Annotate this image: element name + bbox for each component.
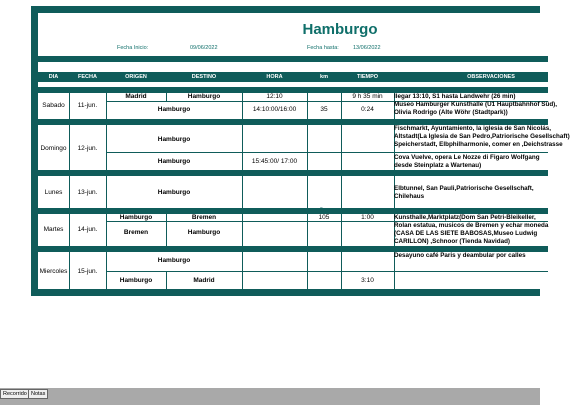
cell-dia[interactable]: Martes [43,226,64,233]
col-header-dia[interactable]: DIA [48,74,59,80]
tab-recorrido[interactable]: Recorrido [0,389,30,399]
row-divider [106,152,548,153]
page-title: Hamburgo [302,21,378,38]
grid-line [341,93,342,289]
cell-destino[interactable]: Hamburgo [187,93,221,100]
cell-origen[interactable]: Bremen [123,229,149,236]
cell-observaciones[interactable] [394,185,534,201]
obs-line: Cova Vuelve, opera Le Nozze di Figaro Wolfgang [394,154,540,161]
cell-dia[interactable]: Miercoles [39,268,68,275]
cell-origen-merged[interactable]: Hamburgo [157,257,191,264]
obs-line: desde Steinplatz a Wartenau) [394,162,482,169]
cell-origen-merged[interactable]: Hamburgo [157,136,191,143]
obs-line: (CASA DE LAS SIETE BABOSAS,Museo Ludwig [394,230,538,237]
cell-origen-merged[interactable]: Hamburgo [157,189,191,196]
tab-notas[interactable]: Notas [28,389,48,399]
cell-observaciones[interactable]: Kunsthalle,Marktplatz(Dom San Petri-Bleikeller, [394,214,536,221]
cell-marker: 0 [320,207,323,213]
cell-tiempo[interactable]: 9 h 35 min [352,93,383,100]
obs-line: Olivia Rodrigo (Alte Wöhr (Stadtpark)) [394,109,508,116]
start-date-value[interactable]: 09/06/2022 [190,45,218,51]
cell-hora[interactable]: 15:45:00/ 17:00 [251,158,298,165]
col-header-km[interactable]: km [320,74,328,80]
cell-dia[interactable]: Lunes [44,189,63,196]
grid-line [242,93,243,289]
obs-line: Speicherstadt, Elbphilharmonie, comer en ,Deichstrasse [394,141,563,148]
cell-observaciones[interactable] [394,101,557,117]
obs-line: Altstadt(La Iglesia de San Pedro,Patriorische Gesellschaft) [394,133,570,140]
spreadsheet-frame [31,6,570,296]
cell-origen-merged[interactable]: Hamburgo [157,106,191,113]
cell-observaciones[interactable] [394,125,570,149]
cell-observaciones[interactable] [394,154,540,170]
separator-band [38,170,548,176]
cell-tiempo[interactable]: 3:10 [361,277,374,284]
cell-origen[interactable]: Hamburgo [119,277,153,284]
obs-line: CARILLON) ,Schnoor (Tienda Navidad) [394,238,511,245]
obs-line: Rolan estatua, musicos de Bremen y echar moneda [394,222,549,229]
cell-observaciones[interactable] [394,222,548,246]
cell-destino[interactable]: Hamburgo [187,229,221,236]
cell-observaciones[interactable]: llegar 13:10, S1 hasta Landwehr (26 min) [394,93,516,100]
obs-line: Museo Hamburger Kunsthalle (U1 Hauptbahnhof Süd), [394,101,558,108]
cell-fecha[interactable]: 12-jun. [77,145,98,152]
cell-fecha[interactable]: 14-jun. [77,226,98,233]
col-header-destino[interactable]: DESTINO [191,74,217,80]
cell-destino[interactable]: Madrid [193,277,215,284]
cell-hora[interactable]: 14:10:00/16:00 [252,106,297,113]
sheet-tab-bar [0,388,540,405]
col-header-observaciones[interactable]: OBSERVACIONES [467,74,515,80]
col-header-hora[interactable]: HORA [266,74,283,80]
cell-origen-merged[interactable]: Hamburgo [157,158,191,165]
col-header-origen[interactable]: ORIGEN [125,74,147,80]
cell-fecha[interactable]: 15-jun. [77,268,98,275]
cell-tiempo[interactable]: 0:24 [361,106,374,113]
cell-dia[interactable]: Domingo [40,145,67,152]
end-date-label: Fecha hasta: [307,45,339,51]
end-date-value[interactable]: 13/06/2022 [353,45,381,51]
cell-origen[interactable]: Madrid [125,93,147,100]
cell-fecha[interactable]: 11-jun. [77,102,98,109]
obs-line: Fischmarkt, Ayuntamiento, la iglesia de San Nicolás, [394,125,552,132]
separator-band [38,56,548,62]
cell-hora[interactable]: 12:10 [266,93,283,100]
cell-dia[interactable]: Sabado [42,102,65,109]
obs-line: Chilehaus [394,193,425,200]
cell-km[interactable]: 35 [320,106,328,113]
spreadsheet-content [38,13,570,289]
cell-observaciones[interactable]: Desayuno café Paris y deambular por calles [394,252,526,259]
cell-tiempo[interactable]: 1:00 [361,214,374,221]
obs-line: Elbtunnel, San Pauli,Patriorische Gesellschaft, [394,185,534,192]
grid-line [307,93,308,289]
row-divider [106,271,548,272]
cell-origen[interactable]: Hamburgo [119,214,153,221]
cell-fecha[interactable]: 13-jun. [77,189,98,196]
col-header-tiempo[interactable]: TIEMPO [356,74,379,80]
cell-km[interactable]: 105 [318,214,330,221]
col-header-fecha[interactable]: FECHA [78,74,97,80]
cell-destino[interactable]: Bremen [191,214,217,221]
start-date-label: Fecha Inicio: [117,45,149,51]
